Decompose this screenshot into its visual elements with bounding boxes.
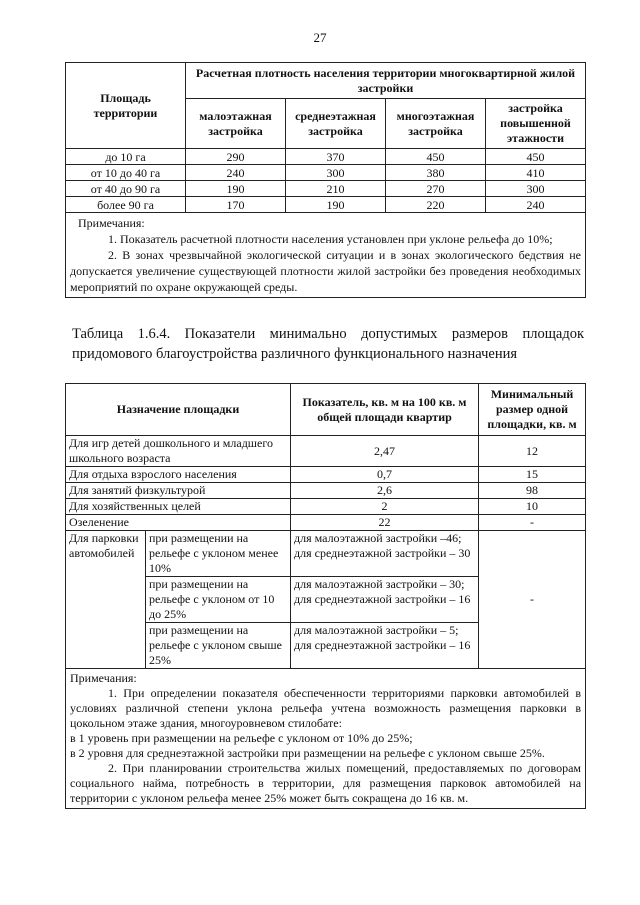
table2-notes	[66, 669, 586, 809]
cell-value: 2,47	[291, 436, 479, 467]
cell-min: 15	[479, 467, 586, 483]
table-row	[66, 515, 586, 531]
row-name: Для хозяйственных целей	[66, 499, 291, 515]
table-row	[66, 149, 586, 165]
cell-value: 190	[186, 181, 286, 197]
parking-label: Для парковки автомобилей	[66, 531, 146, 669]
table-row	[66, 483, 586, 499]
row-name: Для игр детей дошкольного и младшего школьного возраста	[66, 436, 291, 467]
table-row	[66, 197, 586, 213]
cell-value: 240	[186, 165, 286, 181]
cell-min: 12	[479, 436, 586, 467]
subheader-low-rise: малоэтажная застройка	[186, 99, 286, 149]
parking-value: для малоэтажной застройки – 30; для среднеэтажной застройки – 16	[291, 577, 479, 623]
cell-value: 190	[286, 197, 386, 213]
cell-min: 10	[479, 499, 586, 515]
subheader-increased-rise: застройка повышенной этажности	[486, 99, 586, 149]
cell-value: 2	[291, 499, 479, 515]
cell-value: 0,7	[291, 467, 479, 483]
cell-value: 210	[286, 181, 386, 197]
header-indicator: Показатель, кв. м на 100 кв. м общей площади квартир	[291, 384, 479, 436]
row-name: Для отдыха взрослого населения	[66, 467, 291, 483]
parking-condition: при размещении на рельефе с уклоном свыше 25%	[146, 623, 291, 669]
row-area: от 40 до 90 га	[66, 181, 186, 197]
row-name: Для занятий физкультурой	[66, 483, 291, 499]
table-row	[66, 499, 586, 515]
note-item: 2. В зонах чрезвычайной экологической ситуации и в зонах экологического бедствия не допускается увеличение существующей плотности жилой застройки без проведения необходимых мероприятий по охране окружающей среды.	[70, 248, 581, 294]
cell-value: 450	[386, 149, 486, 165]
cell-value: 220	[386, 197, 486, 213]
row-name: Озеленение	[66, 515, 291, 531]
table-row	[66, 165, 586, 181]
parking-min: -	[479, 531, 586, 669]
row-area: более 90 га	[66, 197, 186, 213]
table1-notes	[66, 213, 586, 298]
table-row	[66, 181, 586, 197]
note-item: в 1 уровень при размещении на рельефе с уклоном от 10% до 25%;	[70, 731, 413, 745]
header-min-size: Минимальный размер одной площадки, кв. м	[479, 384, 586, 436]
cell-value: 270	[386, 181, 486, 197]
page-number: 27	[313, 30, 327, 45]
parking-condition: при размещении на рельефе с уклоном менее 10%	[146, 531, 291, 577]
playground-table	[65, 383, 586, 809]
header-purpose: Назначение площадки	[66, 384, 291, 436]
cell-min: 98	[479, 483, 586, 499]
note-item: 2. При планировании строительства жилых помещений, предоставляемых по договорам социального найма, потребность в территории, для размещения парковок автомобилей на территории с уклоном рельефа менее 25% может быть сокращена до 16 кв. м.	[70, 761, 582, 805]
parking-condition: при размещении на рельефе с уклоном от 10 до 25%	[146, 577, 291, 623]
cell-min: -	[479, 515, 586, 531]
note-item: в 2 уровня для среднеэтажной застройки при размещении на рельефе с уклоном свыше 25%.	[70, 746, 545, 760]
cell-value: 22	[291, 515, 479, 531]
cell-value: 450	[486, 149, 586, 165]
density-table	[65, 62, 586, 298]
notes-title: Примечания:	[70, 671, 137, 685]
parking-value: для малоэтажной застройки – 5; для среднеэтажной застройки – 16	[291, 623, 479, 669]
cell-value: 300	[286, 165, 386, 181]
row-area: до 10 га	[66, 149, 186, 165]
cell-value: 370	[286, 149, 386, 165]
cell-value: 410	[486, 165, 586, 181]
note-item: 1. При определении показателя обеспеченности территориями парковки автомобилей в условиях различной степени уклона рельефа учтена возможность размещения парковки в цокольном этаже здания, многоуровневом стилобате:	[70, 686, 582, 730]
table-row	[66, 436, 586, 467]
cell-value: 300	[486, 181, 586, 197]
cell-value: 290	[186, 149, 286, 165]
parking-value: для малоэтажной застройки –46; для среднеэтажной застройки – 30	[291, 531, 479, 577]
cell-value: 380	[386, 165, 486, 181]
header-area: Площадь территории	[66, 63, 186, 149]
row-area: от 10 до 40 га	[66, 165, 186, 181]
cell-value: 2,6	[291, 483, 479, 499]
note-item: 1. Показатель расчетной плотности населения установлен при уклоне рельефа до 10%;	[108, 232, 553, 246]
subheader-high-rise: многоэтажная застройка	[386, 99, 486, 149]
notes-title: Примечания:	[78, 216, 145, 230]
cell-value: 240	[486, 197, 586, 213]
table-caption: Таблица 1.6.4. Показатели минимально допустимых размеров площадок придомового благоустройства различного функционального назначения	[72, 326, 584, 362]
table-row	[66, 531, 586, 577]
table-row	[66, 467, 586, 483]
cell-value: 170	[186, 197, 286, 213]
header-density-group: Расчетная плотность населения территории многоквартирной жилой застройки	[186, 63, 586, 99]
subheader-mid-rise: среднеэтажная застройка	[286, 99, 386, 149]
